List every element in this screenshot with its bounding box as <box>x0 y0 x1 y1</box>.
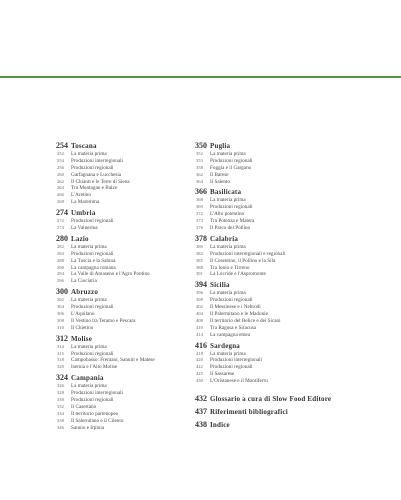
entry-label: La materia prima <box>210 290 246 297</box>
toc-section-heading[interactable] <box>195 187 395 197</box>
entry-page-number: 420 <box>196 357 203 363</box>
entry-page-number: 362 <box>196 171 203 177</box>
entry-label: Il Sassarese <box>210 371 235 378</box>
entry-label: Tra Ionio e Tirreno <box>210 264 250 271</box>
entry-label: L'Oristanese e il Montiferru <box>210 378 268 385</box>
entry-page-number: 358 <box>196 164 203 170</box>
section-title: Riferimenti bibliografici <box>210 408 288 417</box>
section-page-number: 312 <box>56 333 68 343</box>
entry-page-number: 391 <box>196 271 203 277</box>
entry-label: Produzioni regionali <box>71 164 114 171</box>
toc-entry[interactable] <box>56 418 196 425</box>
toc-entry[interactable] <box>56 325 196 332</box>
entry-label: L'Alto potentino <box>210 211 245 218</box>
toc-entry[interactable] <box>56 411 196 418</box>
entry-page-number: 268 <box>57 199 64 205</box>
entry-page-number: 308 <box>57 317 64 323</box>
section-title: Sardegna <box>210 341 240 350</box>
toc-entry[interactable] <box>56 304 196 311</box>
toc-entry[interactable] <box>56 397 196 404</box>
section-title: Molise <box>71 334 93 343</box>
section-title: Abruzzo <box>71 288 99 297</box>
entry-label: Produzioni interregionali e regionali <box>210 250 286 257</box>
toc-entry[interactable] <box>56 251 196 258</box>
entry-page-number: 380 <box>196 243 203 249</box>
entry-label: Foggia e il Gargano <box>210 164 252 171</box>
entry-label: La campagna etnea <box>210 331 251 338</box>
section-title: Calabria <box>210 234 239 243</box>
toc-entry[interactable] <box>56 318 196 325</box>
entry-page-number: 422 <box>196 364 203 370</box>
toc-entry[interactable] <box>56 151 196 158</box>
entry-label: Produzioni regionali <box>210 297 253 304</box>
section-page-number: 416 <box>195 340 207 350</box>
toc-section-heading[interactable] <box>56 334 196 344</box>
toc-entry[interactable] <box>56 185 196 192</box>
section-page-number: 394 <box>195 280 207 290</box>
toc-entry[interactable] <box>56 172 196 179</box>
toc-section-heading[interactable] <box>56 141 196 151</box>
section-page-number: 254 <box>56 141 68 150</box>
entry-page-number: 326 <box>57 383 64 389</box>
entry-page-number: 404 <box>196 311 203 317</box>
toc-entry[interactable] <box>56 165 196 172</box>
toc-entry[interactable] <box>195 311 395 318</box>
entry-page-number: 338 <box>57 417 64 423</box>
entry-page-number: 272 <box>57 218 64 224</box>
section-page-number: 437 <box>195 407 207 417</box>
entry-label: L'Aretino <box>71 192 91 199</box>
toc-section <box>195 141 395 185</box>
entry-label: La materia prima <box>210 197 246 204</box>
toc-section <box>195 394 395 404</box>
section-title: Glossario a cura di Slow Food Editore <box>210 395 332 404</box>
entry-page-number: 398 <box>196 297 203 303</box>
toc-entry[interactable] <box>195 325 395 332</box>
entry-page-number: 330 <box>57 397 64 403</box>
entry-page-number: 320 <box>57 364 64 370</box>
toc-entry[interactable] <box>195 251 395 258</box>
entry-page-number: 408 <box>196 317 203 323</box>
entry-label: Campobasso: Frentani, Sanniti e Matese <box>71 357 155 364</box>
toc-section <box>56 334 196 372</box>
toc-entry[interactable] <box>56 351 196 358</box>
entry-page-number: 290 <box>57 264 64 270</box>
entry-page-number: 315 <box>57 350 64 356</box>
toc-section <box>195 420 395 430</box>
entry-page-number: 430 <box>196 378 203 384</box>
section-page-number: 378 <box>195 233 207 243</box>
toc-entry[interactable] <box>56 218 196 225</box>
toc-section-heading[interactable] <box>195 280 395 290</box>
entry-label: La materia prima <box>71 383 107 390</box>
toc-section <box>195 280 395 338</box>
toc-section-heading[interactable] <box>195 341 395 351</box>
toc-entry[interactable] <box>195 158 395 165</box>
header-rule <box>0 76 401 78</box>
toc-entry[interactable] <box>56 357 196 364</box>
entry-page-number: 264 <box>57 185 64 191</box>
toc-entry[interactable] <box>56 383 196 390</box>
entry-page-number: 274 <box>57 225 64 231</box>
toc-entry[interactable] <box>195 357 395 364</box>
toc-section <box>56 208 196 232</box>
entry-label: Tra Montagne e Balze <box>71 185 118 192</box>
entry-label: La materia prima <box>71 243 107 250</box>
section-title: Basilicata <box>210 188 242 197</box>
section-page-number: 300 <box>56 287 68 297</box>
entry-label: Il Vestino tra Teramo e Pescara <box>71 317 136 324</box>
toc-entry[interactable] <box>56 192 196 199</box>
toc-section <box>56 373 196 431</box>
entry-label: La Tuscia e la Sabina <box>71 257 116 264</box>
entry-page-number: 332 <box>57 403 64 409</box>
entry-label: Produzioni interregionali <box>71 157 124 164</box>
entry-page-number: 304 <box>57 304 64 310</box>
entry-page-number: 282 <box>57 243 64 249</box>
entry-page-number: 260 <box>57 171 64 177</box>
toc-entry[interactable] <box>56 297 196 304</box>
section-page-number: 350 <box>195 141 207 150</box>
entry-page-number: 346 <box>57 424 64 430</box>
entry-label: La materia prima <box>210 243 246 250</box>
toc-right-column <box>195 139 395 430</box>
toc-entry[interactable] <box>195 204 395 211</box>
entry-page-number: 328 <box>57 390 64 396</box>
toc-entry[interactable] <box>195 351 395 358</box>
toc-section <box>195 234 395 278</box>
entry-label: Produzioni regionali <box>71 250 114 257</box>
section-page-number: 366 <box>195 187 207 197</box>
section-page-number: 324 <box>56 373 68 383</box>
entry-label: Il Salento <box>210 178 231 185</box>
entry-page-number: 385 <box>196 257 203 263</box>
toc-section <box>56 141 196 206</box>
entry-page-number: 402 <box>196 304 203 310</box>
entry-page-number: 296 <box>57 278 64 284</box>
toc-entry[interactable] <box>195 265 395 272</box>
entry-page-number: 369 <box>196 204 203 210</box>
toc-entry[interactable] <box>195 172 395 179</box>
entry-label: Isernia e l'Alto Molise <box>71 364 118 371</box>
toc-section <box>195 407 395 417</box>
toc-entry[interactable] <box>56 179 196 186</box>
toc-section-heading[interactable] <box>56 373 196 383</box>
entry-page-number: 284 <box>57 250 64 256</box>
entry-label: Il territorio del Belice e dei Sicani <box>210 317 281 324</box>
entry-page-number: 310 <box>57 324 64 330</box>
toc-entry[interactable] <box>56 425 196 432</box>
entry-label: Il territorio partenopeo <box>71 410 119 417</box>
entry-page-number: 318 <box>57 357 64 363</box>
toc-entry[interactable] <box>195 318 395 325</box>
entry-label: La materia prima <box>71 151 107 157</box>
section-page-number: 274 <box>56 208 68 218</box>
toc-entry[interactable] <box>56 311 196 318</box>
toc-entry[interactable] <box>195 378 395 385</box>
entry-page-number: 352 <box>196 151 203 156</box>
toc-entry[interactable] <box>56 265 196 272</box>
entry-label: Produzioni regionali <box>71 304 114 311</box>
entry-label: La Ciociaria <box>71 278 97 285</box>
toc-section-heading[interactable] <box>195 141 395 151</box>
entry-page-number: 294 <box>57 271 64 277</box>
entry-label: Il Barese <box>210 171 229 178</box>
toc-entry[interactable] <box>195 165 395 172</box>
entry-label: Il Chietino <box>71 324 94 331</box>
toc-entry[interactable] <box>56 199 196 206</box>
entry-label: La materia prima <box>71 343 107 350</box>
entry-page-number: 418 <box>196 350 203 356</box>
section-page-number: 432 <box>195 394 207 404</box>
toc-section-heading[interactable] <box>195 407 395 417</box>
entry-page-number: 256 <box>57 164 64 170</box>
entry-page-number: 388 <box>196 264 203 270</box>
entry-label: La campagna romana <box>71 264 116 271</box>
toc-entry[interactable] <box>195 297 395 304</box>
toc-entry[interactable] <box>195 179 395 186</box>
toc-section <box>195 187 395 231</box>
entry-page-number: 266 <box>57 192 64 198</box>
entry-page-number: 254 <box>57 157 64 163</box>
toc-section <box>195 341 395 385</box>
entry-label: Produzioni regionali <box>71 218 114 225</box>
toc-section-heading[interactable] <box>195 420 395 430</box>
toc-left-column <box>56 139 196 432</box>
toc-section-heading[interactable] <box>56 234 196 244</box>
entry-page-number: 373 <box>196 218 203 224</box>
entry-label: Produzioni interregionali <box>210 357 263 364</box>
section-page-number: 280 <box>56 233 68 243</box>
entry-label: Il Salernitano e il Cilento <box>71 417 124 424</box>
entry-label: La materia prima <box>210 151 246 157</box>
entry-page-number: 414 <box>196 331 203 337</box>
entry-page-number: 372 <box>196 211 203 217</box>
entry-label: La Maremma <box>71 199 100 206</box>
entry-page-number: 252 <box>57 151 64 156</box>
toc-entry[interactable] <box>195 304 395 311</box>
toc-entry[interactable] <box>56 244 196 251</box>
entry-label: Il Messinese e i Nebrodi <box>210 304 261 311</box>
toc-entry[interactable] <box>56 258 196 265</box>
entry-page-number: 302 <box>57 297 64 303</box>
entry-label: L'Aquilano <box>71 311 95 318</box>
entry-page-number: 306 <box>57 311 64 317</box>
toc-entry[interactable] <box>56 390 196 397</box>
entry-label: Il Casertano <box>71 403 97 410</box>
entry-label: La materia prima <box>71 297 107 304</box>
toc-entry[interactable] <box>56 278 196 285</box>
entry-page-number: 314 <box>57 343 64 349</box>
entry-page-number: 382 <box>196 250 203 256</box>
entry-label: Produzioni regionali <box>210 204 253 211</box>
entry-label: Produzioni interregionali <box>71 390 124 397</box>
toc-entry[interactable] <box>56 364 196 371</box>
toc-section-heading[interactable] <box>195 234 395 244</box>
toc-entry[interactable] <box>195 151 395 158</box>
entry-label: La materia prima <box>210 350 246 357</box>
toc-entry[interactable] <box>56 271 196 278</box>
toc-entry[interactable] <box>195 211 395 218</box>
entry-label: Produzioni regionali <box>210 157 253 164</box>
entry-label: Sannio e Irpinia <box>71 424 105 431</box>
entry-label: Tra Ragusa e Siracusa <box>210 324 257 331</box>
toc-entry[interactable] <box>195 332 395 339</box>
section-title: Puglia <box>210 142 231 150</box>
entry-page-number: 396 <box>196 290 203 296</box>
section-title: Sicilia <box>210 281 230 290</box>
entry-label: Tra Potenza e Matera <box>210 218 255 225</box>
toc-section <box>56 234 196 285</box>
entry-label: Produzioni regionali <box>71 397 114 404</box>
entry-page-number: 376 <box>196 225 203 231</box>
toc-entry[interactable] <box>195 218 395 225</box>
entry-label: La Valle di Amaseno e l'Agro Pontino <box>71 271 150 278</box>
toc-entry[interactable] <box>56 344 196 351</box>
section-title: Toscana <box>71 142 97 150</box>
entry-label: La Valnerina <box>71 225 98 232</box>
toc-entry[interactable] <box>56 404 196 411</box>
section-page-number: 438 <box>195 420 207 430</box>
entry-page-number: 288 <box>57 257 64 263</box>
toc-entry[interactable] <box>195 244 395 251</box>
toc-entry[interactable] <box>195 258 395 265</box>
entry-page-number: 368 <box>196 197 203 203</box>
entry-page-number: 410 <box>196 324 203 330</box>
entry-label: La Locride e l'Aspromonte <box>210 271 266 278</box>
toc-entry[interactable] <box>195 197 395 204</box>
entry-label: Il Parco del Pollino <box>210 225 251 232</box>
section-title: Umbria <box>71 209 96 218</box>
entry-page-number: 353 <box>196 157 203 163</box>
entry-page-number: 334 <box>57 410 64 416</box>
entry-page-number: 425 <box>196 371 203 377</box>
entry-page-number: 364 <box>196 178 203 184</box>
toc-section-heading[interactable] <box>56 287 196 297</box>
toc-entry[interactable] <box>195 364 395 371</box>
toc-entry[interactable] <box>195 271 395 278</box>
toc-section <box>56 287 196 331</box>
entry-label: Garfagnana e Lucchesia <box>71 171 122 178</box>
section-title: Indice <box>210 421 230 430</box>
toc-section-heading[interactable] <box>56 208 196 218</box>
toc-entry[interactable] <box>195 225 395 232</box>
entry-label: Il Palermitano e le Madonie <box>210 311 268 318</box>
section-title: Lazio <box>71 234 89 243</box>
entry-label: Produzioni regionali <box>210 364 253 371</box>
entry-page-number: 262 <box>57 178 64 184</box>
toc-entry[interactable] <box>56 158 196 165</box>
entry-label: Il Cosentino, il Pollino e la Sila <box>210 257 276 264</box>
section-title: Campania <box>71 374 104 383</box>
toc-entry[interactable] <box>56 225 196 232</box>
toc-section-heading[interactable] <box>195 394 395 404</box>
entry-label: Produzioni regionali <box>71 350 114 357</box>
entry-label: Il Chianti e le Terre di Siena <box>71 178 130 185</box>
toc-entry[interactable] <box>195 290 395 297</box>
